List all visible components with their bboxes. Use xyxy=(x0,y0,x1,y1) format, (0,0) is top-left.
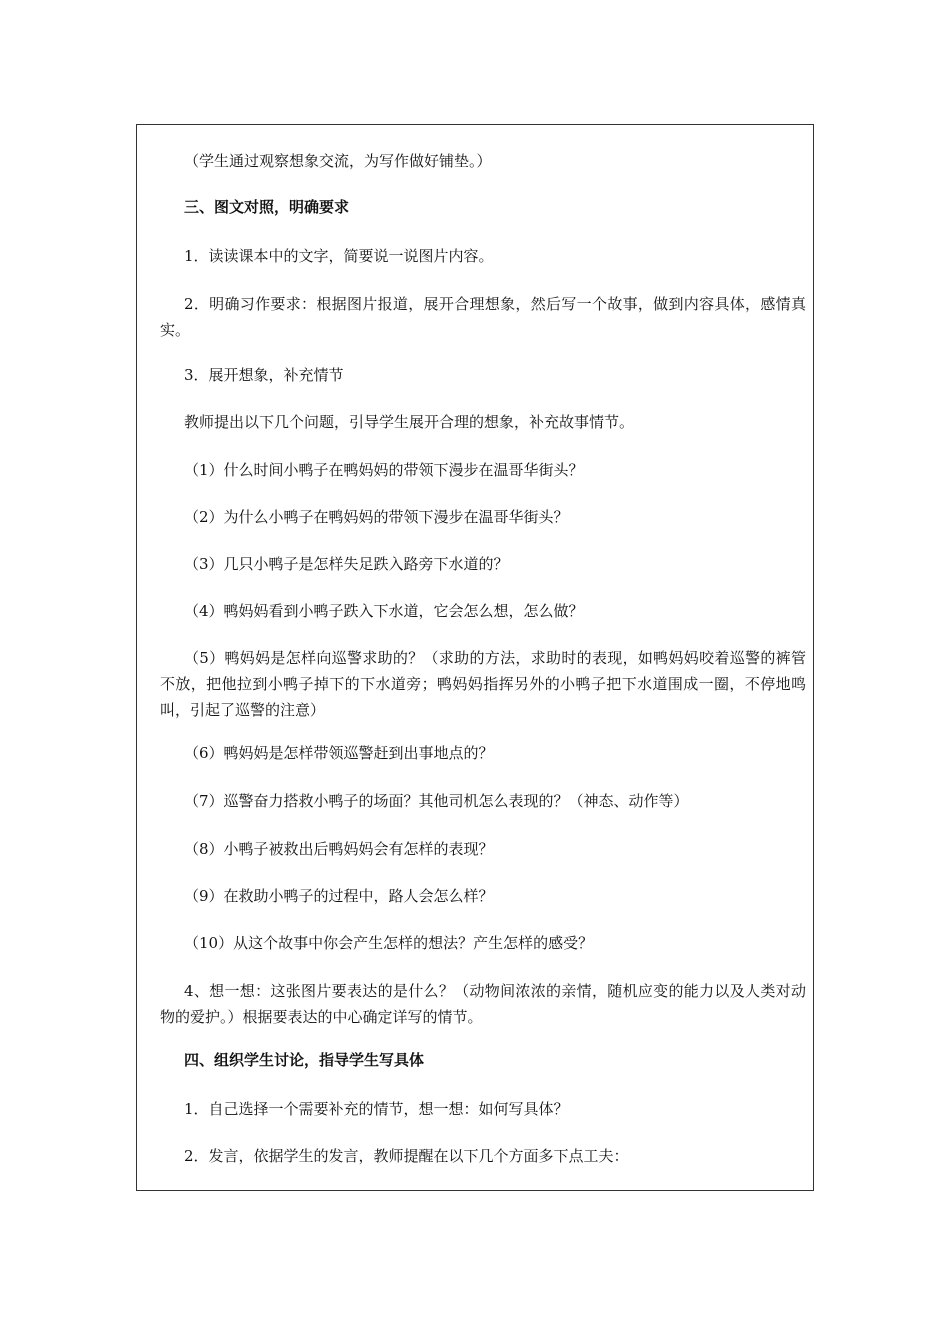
paragraph-note: （学生通过观察想象交流，为写作做好铺垫。） xyxy=(184,152,492,170)
paragraph-item-3: 3．展开想象，补充情节 xyxy=(184,366,344,384)
question-5: （5）鸭妈妈是怎样向巡警求助的？（求助的方法，求助时的表现，如鸭妈妈咬着巡警的裤管不放，把他拉到小鸭子掉下的下水道旁；鸭妈妈指挥另外的小鸭子把下水道围成一圈，不停地鸣叫，引起了巡警的注意） xyxy=(160,649,806,719)
section-heading-4: 四、组织学生讨论，指导学生写具体 xyxy=(184,1051,425,1069)
paragraph-teacher-prompt: 教师提出以下几个问题，引导学生展开合理的想象，补充故事情节。 xyxy=(184,413,635,431)
question-2: （2）为什么小鸭子在鸭妈妈的带领下漫步在温哥华街头？ xyxy=(184,508,569,526)
question-8: （8）小鸭子被救出后鸭妈妈会有怎样的表现？ xyxy=(184,840,494,858)
paragraph-step-1: 1．自己选择一个需要补充的情节，想一想：如何写具体？ xyxy=(184,1100,569,1118)
question-4: （4）鸭妈妈看到小鸭子跌入下水道，它会怎么想，怎么做？ xyxy=(184,602,584,620)
question-3: （3）几只小鸭子是怎样失足跌入路旁下水道的？ xyxy=(184,555,509,573)
paragraph-item-2: 2．明确习作要求：根据图片报道，展开合理想象，然后写一个故事，做到内容具体，感情真实。 xyxy=(160,295,806,339)
question-7: （7）巡警奋力搭救小鸭子的场面？其他司机怎么表现的？（神态、动作等） xyxy=(184,792,689,810)
question-9: （9）在救助小鸭子的过程中，路人会怎么样？ xyxy=(184,887,494,905)
paragraph-step-2: 2．发言，依据学生的发言，教师提醒在以下几个方面多下点工夫： xyxy=(184,1147,629,1165)
question-6: （6）鸭妈妈是怎样带领巡警赶到出事地点的？ xyxy=(184,744,494,762)
paragraph-item-1: 1．读读课本中的文字，简要说一说图片内容。 xyxy=(184,247,494,265)
section-heading-3: 三、图文对照，明确要求 xyxy=(184,198,350,216)
question-1: （1）什么时间小鸭子在鸭妈妈的带领下漫步在温哥华街头？ xyxy=(184,461,584,479)
paragraph-item-4: 4、想一想：这张图片要表达的是什么？（动物间浓浓的亲情，随机应变的能力以及人类对动物的爱护。）根据要表达的中心确定详写的情节。 xyxy=(160,982,806,1026)
question-10: （10）从这个故事中你会产生怎样的想法？产生怎样的感受？ xyxy=(184,934,594,952)
